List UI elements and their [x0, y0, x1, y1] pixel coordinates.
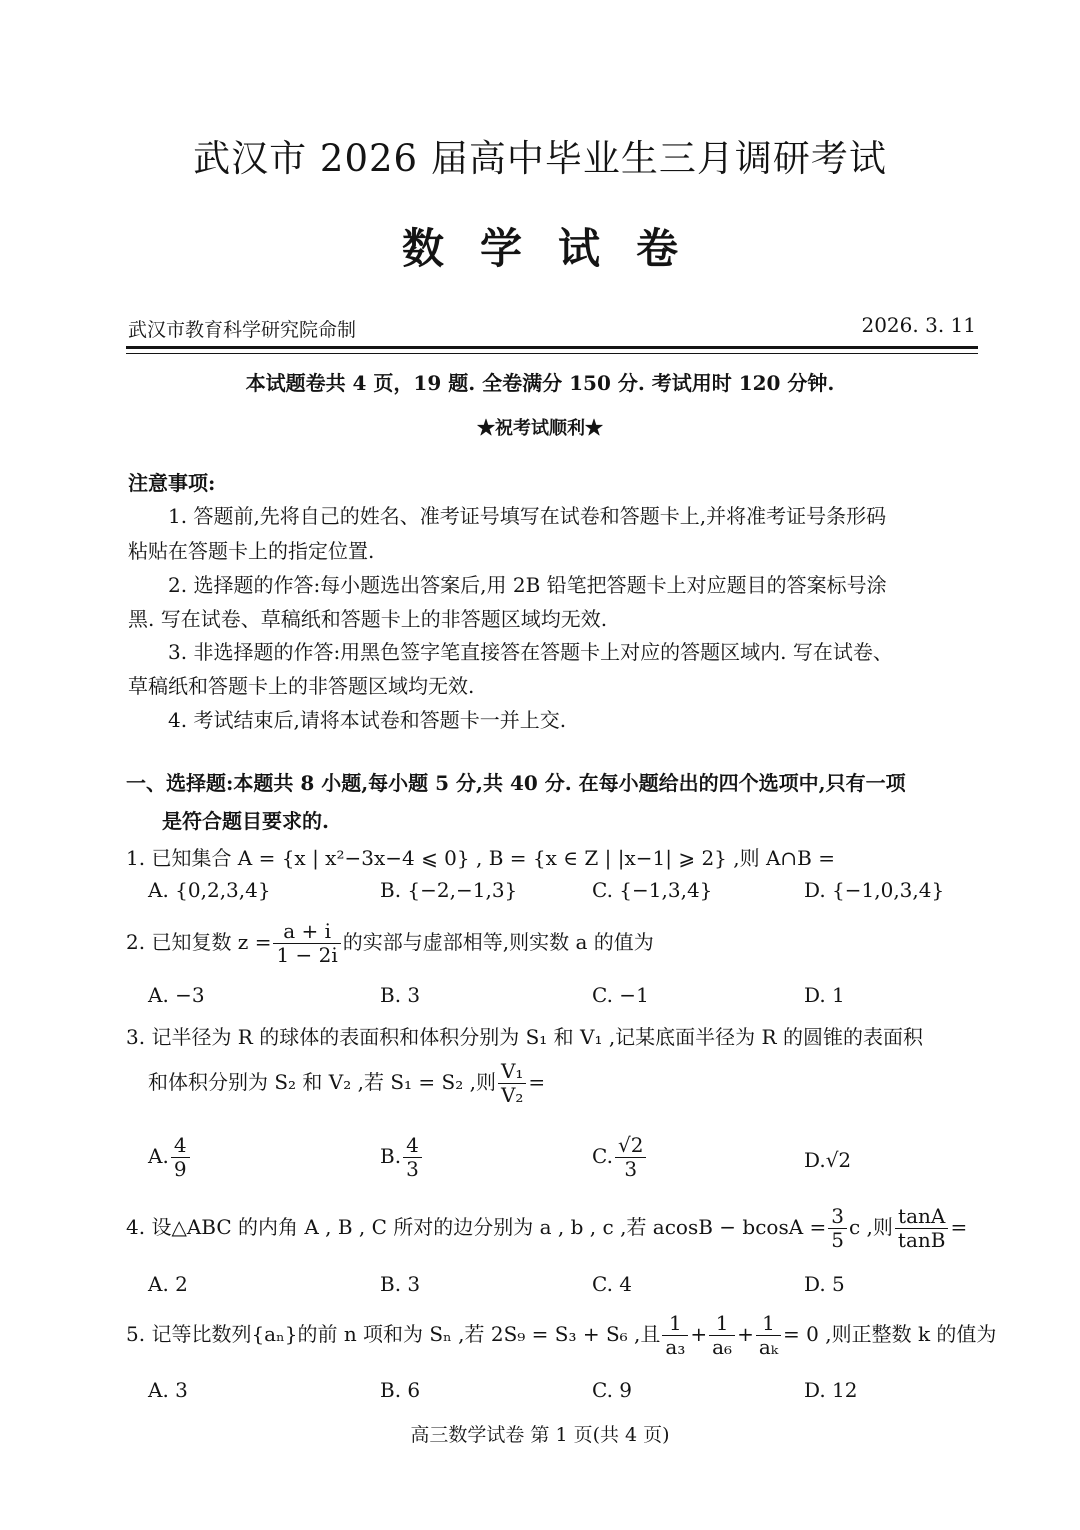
question-2-stem-post: 的实部与虚部相等,则实数 a 的值为 — [342, 930, 654, 954]
good-luck-banner: ★祝考试顺利★ — [477, 418, 603, 439]
fraction-denominator: 5 — [831, 1228, 844, 1252]
question-5-fraction-2 — [709, 1312, 735, 1359]
fraction-numerator: a + i — [273, 920, 340, 944]
note-item: 2. 选择题的作答:每小题选出答案后,用 2B 铅笔把答题卡上对应题目的答案标号涂 — [168, 573, 887, 597]
question-1-option-c: C. {−1,3,4} — [592, 878, 713, 902]
exam-date: 2026. 3. 11 — [861, 313, 976, 337]
option-fraction — [403, 1134, 422, 1181]
question-4-stem-pre: 4. 设△ABC 的内角 A , B , C 所对的边分别为 a , b , c ,若 acosB − bcosA = — [126, 1215, 827, 1239]
question-5-stem: 5. 记等比数列{aₙ}的前 n 项和为 Sₙ ,若 2S₉ = S₃ + S₆ ,且 $\frac{1}{\text{a₃}}$ + $\frac{1}{\text{a₆}}$ + $\frac{1}{\text{aₖ}}$ = 0 ,则正整数 k 的值为 — [126, 1311, 997, 1359]
fraction-numerator: 1 — [662, 1312, 688, 1336]
issuer: 武汉市教育科学研究院命制 — [128, 319, 357, 341]
header-rule-thick — [126, 346, 978, 349]
question-3-stem-line2 — [148, 1060, 545, 1107]
section-heading-cont: 是符合题目要求的. — [162, 809, 329, 833]
question-4-fraction-1 — [828, 1205, 847, 1252]
question-2-option-c: C. −1 — [592, 983, 649, 1007]
note-item: 3. 非选择题的作答:用黑色签字笔直接答在答题卡上对应的答题区域内. 写在试卷、 — [168, 640, 893, 664]
note-item: 粘贴在答题卡上的指定位置. — [128, 539, 375, 563]
fraction-denominator: a₃ — [665, 1335, 686, 1359]
question-2-fraction — [273, 920, 340, 967]
option-value: √2 — [825, 1148, 852, 1172]
question-2-option-b: B. 3 — [380, 983, 421, 1007]
question-2-option-a: A. −3 — [148, 983, 205, 1007]
fraction-denominator: V₂ — [500, 1083, 524, 1107]
question-4-stem-mid: c ,则 — [849, 1215, 893, 1239]
question-4-stem-post: = — [950, 1215, 968, 1239]
note-item: 草稿纸和答题卡上的非答题区域均无效. — [128, 674, 475, 698]
note-item: 1. 答题前,先将自己的姓名、准考证号填写在试卷和答题卡上,并将准考证号条形码 — [168, 504, 887, 528]
question-5-stem-pre: 5. 记等比数列{aₙ}的前 n 项和为 Sₙ ,若 2S₉ = S₃ + S₆ ,且 — [126, 1322, 661, 1346]
fraction-denominator: 9 — [173, 1157, 187, 1181]
question-3-stem-post: = — [528, 1070, 546, 1094]
question-1-option-a: A. {0,2,3,4} — [148, 878, 271, 902]
question-3-stem-line1: 3. 记半径为 R 的球体的表面积和体积分别为 S₁ 和 V₁ ,记某底面半径为 R 的圆锥的表面积 — [126, 1025, 923, 1049]
question-4-option-c: C. 4 — [592, 1272, 633, 1296]
exam-subtitle: 数学试卷 — [401, 224, 714, 273]
option-label: A. — [148, 1144, 169, 1168]
fraction-numerator: 4 — [403, 1134, 422, 1158]
fraction-numerator: tanA — [895, 1205, 949, 1229]
question-5-option-d: D. 12 — [804, 1378, 858, 1402]
fraction-numerator: √2 — [615, 1134, 646, 1158]
fraction-denominator: 3 — [624, 1157, 638, 1181]
question-1-option-b: B. {−2,−1,3} — [380, 878, 518, 902]
question-1-option-d: D. {−1,0,3,4} — [804, 878, 945, 902]
option-label: D. — [804, 1148, 826, 1172]
option-fraction — [615, 1134, 646, 1181]
exam-summary: 本试题卷共 4 页，19 题. 全卷满分 150 分. 考试用时 120 分钟. — [245, 371, 835, 395]
fraction-numerator: 4 — [171, 1134, 190, 1158]
option-label: B. — [380, 1144, 402, 1168]
question-5-option-c: C. 9 — [592, 1378, 633, 1402]
question-3-option-a — [148, 1134, 192, 1181]
question-3-option-c — [592, 1134, 648, 1181]
header-rule-thin — [126, 353, 978, 354]
fraction-denominator: aₖ — [758, 1335, 779, 1359]
fraction-denominator: 1 − 2i — [276, 943, 338, 967]
question-4-option-a: A. 2 — [148, 1272, 188, 1296]
question-4-option-b: B. 3 — [380, 1272, 421, 1296]
question-2-stem-pre: 2. 已知复数 z = — [126, 930, 272, 954]
question-4-fraction-2 — [895, 1205, 949, 1252]
question-4-stem — [126, 1205, 967, 1252]
question-3-option-d — [804, 1148, 851, 1172]
fraction-denominator: 3 — [406, 1157, 419, 1181]
question-3-stem-pre: 和体积分别为 S₂ 和 V₂ ,若 S₁ = S₂ ,则 — [148, 1070, 496, 1094]
fraction-numerator: 3 — [828, 1205, 847, 1229]
option-fraction — [171, 1134, 190, 1181]
question-3-option-b — [380, 1134, 424, 1181]
fraction-denominator: tanB — [897, 1228, 946, 1252]
option-label: C. — [592, 1144, 613, 1168]
section-heading: 一、选择题:本题共 8 小题,每小题 5 分,共 40 分. 在每小题给出的四个选项中,只有一项 — [126, 771, 906, 795]
page-footer: 高三数学试卷 第 1 页(共 4 页) — [410, 1424, 670, 1446]
exam-title: 武汉市 2026 届高中毕业生三月调研考试 — [193, 137, 887, 180]
question-5-fraction-3 — [756, 1312, 781, 1359]
question-5-option-b: B. 6 — [380, 1378, 421, 1402]
question-1-stem: 1. 已知集合 A = {x | x²−3x−4 ⩽ 0} , B = {x ∈ Z | |x−1| ⩾ 2} ,则 A∩B = — [126, 846, 835, 870]
fraction-numerator: 1 — [709, 1312, 735, 1336]
note-item: 4. 考试结束后,请将本试卷和答题卡一并上交. — [168, 708, 567, 732]
fraction-numerator: 1 — [756, 1312, 781, 1336]
question-2-stem — [126, 920, 654, 967]
note-item: 黑. 写在试卷、草稿纸和答题卡上的非答题区域均无效. — [128, 607, 608, 631]
fraction-numerator: V₁ — [498, 1060, 526, 1084]
question-5-stem-post: = 0 ,则正整数 k 的值为 — [783, 1322, 997, 1346]
question-5-fraction-1 — [662, 1312, 688, 1359]
question-5-option-a: A. 3 — [148, 1378, 188, 1402]
notes-title: 注意事项: — [128, 471, 216, 495]
question-4-option-d: D. 5 — [804, 1272, 845, 1296]
question-3-fraction — [498, 1060, 526, 1107]
question-2-option-d: D. 1 — [804, 983, 845, 1007]
fraction-denominator: a₆ — [712, 1335, 733, 1359]
